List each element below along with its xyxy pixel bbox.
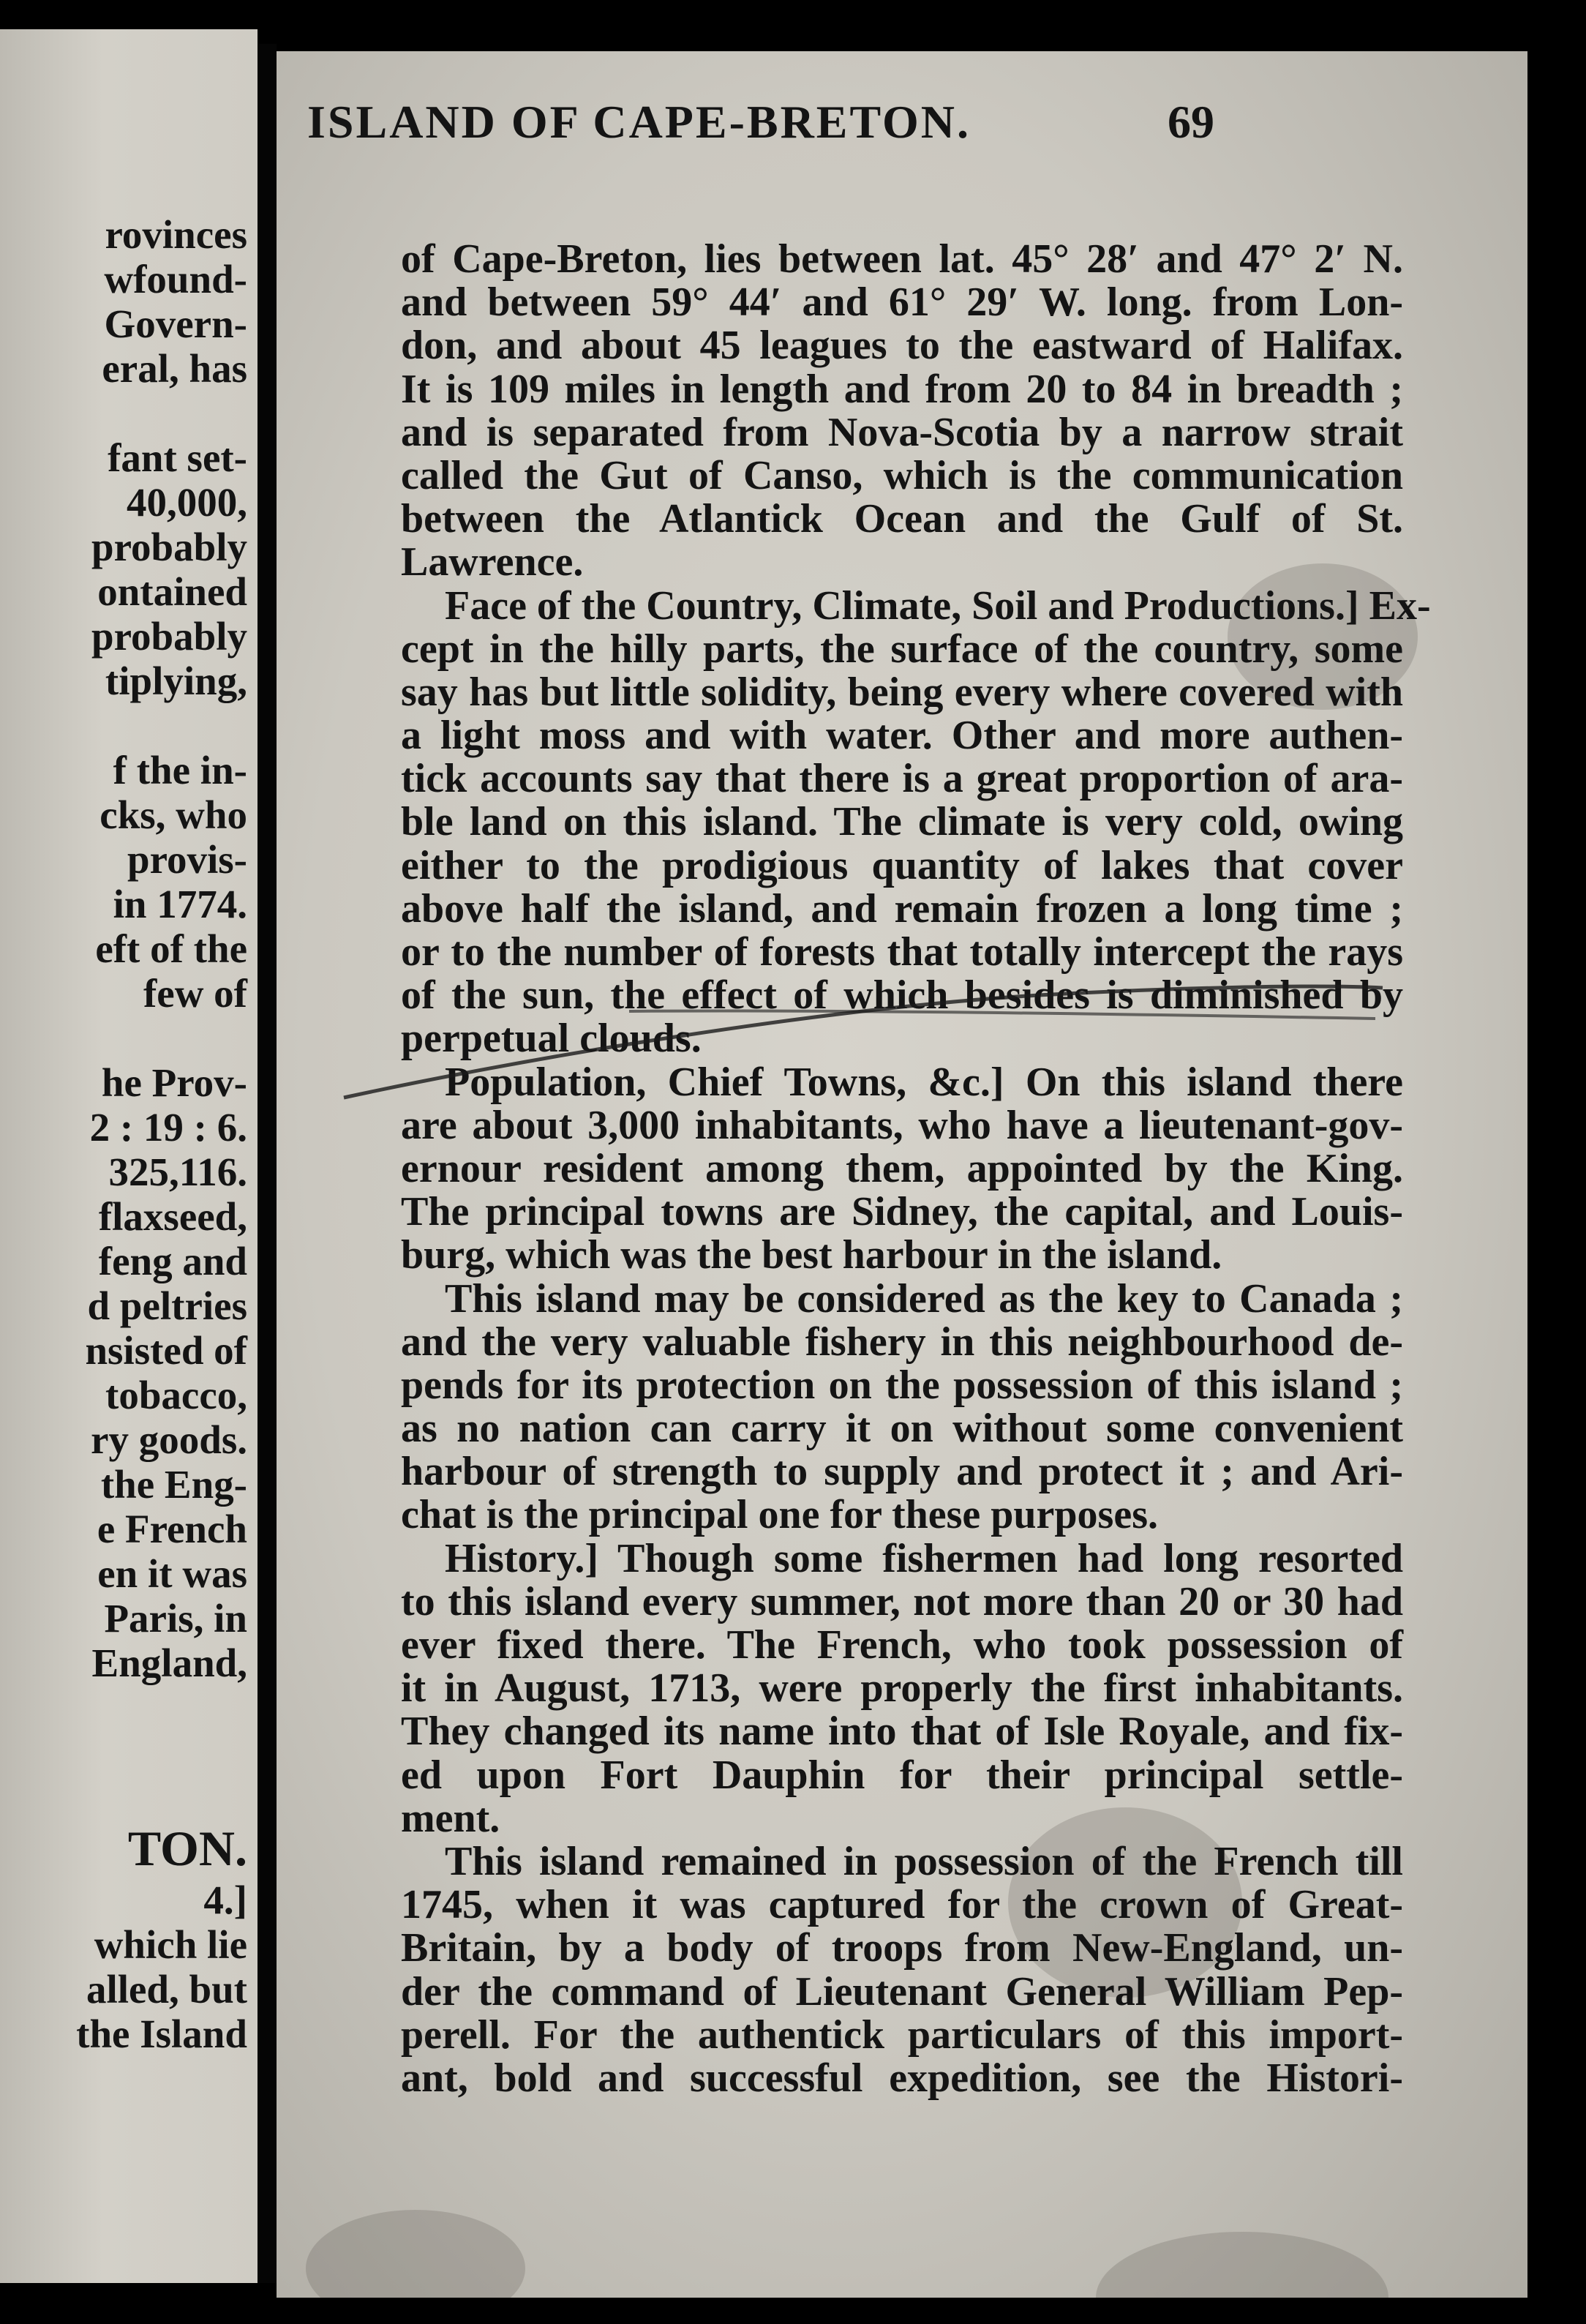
text-line: ment. [401, 1795, 500, 1841]
text-line: Paris, in [104, 1596, 247, 1641]
text-line: don, and about 45 leagues to the eastward of Halifax. [401, 323, 1403, 369]
text-line: of the sun, the effect of which besides is diminished by [401, 972, 1403, 1019]
text-line: tick accounts say that there is a great proportion of ara- [401, 756, 1403, 802]
text-line: it in August, 1713, were properly the first inhabitants. [401, 1665, 1403, 1712]
text-line: called the Gut of Canso, which is the communication [401, 452, 1403, 498]
text-line: ever fixed there. The French, who took possession of [401, 1622, 1403, 1668]
text-line: alled, but [86, 1967, 247, 2012]
text-line: ant, bold and successful expedition, see the Histori- [401, 2055, 1403, 2101]
text-line: 4.] [203, 1878, 247, 1922]
text-line: ry goods. [91, 1417, 247, 1462]
text-line: The principal towns are Sidney, the capital, and Louis- [401, 1189, 1403, 1235]
text-line: provis- [127, 837, 247, 882]
text-line: the Eng- [100, 1462, 247, 1507]
text-line: 2 : 19 : 6. [89, 1105, 247, 1150]
text-line: e French [97, 1507, 247, 1551]
text-line: the Island [76, 2012, 247, 2056]
text-line: This island may be considered as the key to Canada ; [445, 1275, 1403, 1322]
text-line: as no nation can carry it on without some convenient [401, 1406, 1403, 1452]
text-line: harbour of strength to supply and protect it ; and Ari- [401, 1449, 1403, 1495]
text-line: 325,116. [108, 1150, 247, 1194]
text-line: en it was [97, 1551, 247, 1596]
text-line: d peltries [87, 1283, 247, 1328]
text-line: which lie [94, 1922, 247, 1967]
text-line: cks, who [99, 792, 247, 837]
text-line: and is separated from Nova-Scotia by a narrow strait [401, 409, 1403, 455]
running-title: ISLAND OF CAPE-BRETON. [307, 96, 971, 148]
text-line: are about 3,000 inhabitants, who have a lieutenant-gov- [401, 1102, 1403, 1148]
text-line: flaxseed, [98, 1194, 247, 1239]
text-line: or to the number of forests that totally intercept the rays [401, 929, 1403, 975]
section-heading-fragment: TON. [127, 1821, 247, 1876]
section-heading-line: History.] Though some fishermen had long resorted [445, 1535, 1403, 1581]
text-line: ernour resident among them, appointed by the King. [401, 1145, 1403, 1191]
text-line: wfound- [104, 257, 247, 301]
text-line: either to the prodigious quantity of lakes that cover [401, 842, 1403, 888]
text-line: in 1774. [113, 882, 247, 926]
text-line: ed upon Fort Dauphin for their principal settle- [401, 1752, 1403, 1798]
text-line: They changed its name into that of Isle Royale, and fix- [401, 1709, 1403, 1755]
text-line: Britain, by a body of troops from New-England, un- [401, 1925, 1403, 1971]
text-line: 1745, when it was captured for the crown of Great- [401, 1882, 1403, 1928]
text-line: England, [91, 1641, 247, 1685]
text-line: to this island every summer, not more than 20 or 30 had [401, 1578, 1403, 1624]
text-line: ble land on this island. The climate is very cold, owing [401, 799, 1403, 845]
text-line: burg, which was the best harbour in the island. [401, 1232, 1222, 1278]
text-line: eft of the [95, 926, 247, 971]
text-line: he Prov- [101, 1060, 247, 1105]
section-heading-line: Population, Chief Towns, &c.] On this island there [445, 1059, 1403, 1105]
text-line: few of [143, 971, 247, 1016]
page-number: 69 [1168, 96, 1214, 148]
text-line: feng and [98, 1239, 247, 1283]
text-line: say has but little solidity, being every where covered with [401, 669, 1403, 715]
text-line: between the Atlantick Ocean and the Gulf of St. [401, 496, 1403, 542]
text-line: der the command of Lieutenant General William Pep- [401, 1968, 1403, 2014]
text-line: perell. For the authentick particulars of this import- [401, 2012, 1403, 2058]
text-line: Govern- [104, 301, 247, 346]
text-line: nsisted of [85, 1328, 247, 1373]
text-line: a light moss and with water. Other and more authen- [401, 713, 1403, 759]
text-line: probably [91, 614, 247, 659]
text-line: pends for its protection on the possession of this island ; [401, 1362, 1403, 1408]
text-line: This island remained in possession of the French till [445, 1838, 1403, 1884]
text-line: rovinces [105, 212, 247, 257]
text-line: above half the island, and remain frozen a long time ; [401, 885, 1403, 932]
text-line: perpetual clouds. [401, 1016, 702, 1062]
text-line: Lawrence. [401, 539, 584, 585]
section-heading-line: Face of the Country, Climate, Soil and Productions.] Ex- [445, 582, 1431, 629]
text-line: fant set- [108, 435, 247, 480]
text-line: probably [91, 525, 247, 569]
text-line: and between 59° 44′ and 61° 29′ W. long. from Lon- [401, 280, 1403, 326]
text-line: It is 109 miles in length and from 20 to 84 in breadth ; [401, 366, 1403, 412]
text-line: ontained [97, 569, 247, 614]
text-line: of Cape-Breton, lies between lat. 45° 28′ and 47° 2′ N. [401, 236, 1403, 282]
text-line: cept in the hilly parts, the surface of the country, some [401, 626, 1403, 672]
text-line: eral, has [102, 346, 247, 391]
text-line: and the very valuable fishery in this neighbourhood de- [401, 1319, 1403, 1365]
text-line: f the in- [113, 748, 247, 792]
text-line: tiplying, [105, 659, 247, 703]
text-line: chat is the principal one for these purposes. [401, 1492, 1158, 1538]
text-line: 40,000, [127, 480, 247, 525]
text-line: tobacco, [105, 1373, 247, 1417]
